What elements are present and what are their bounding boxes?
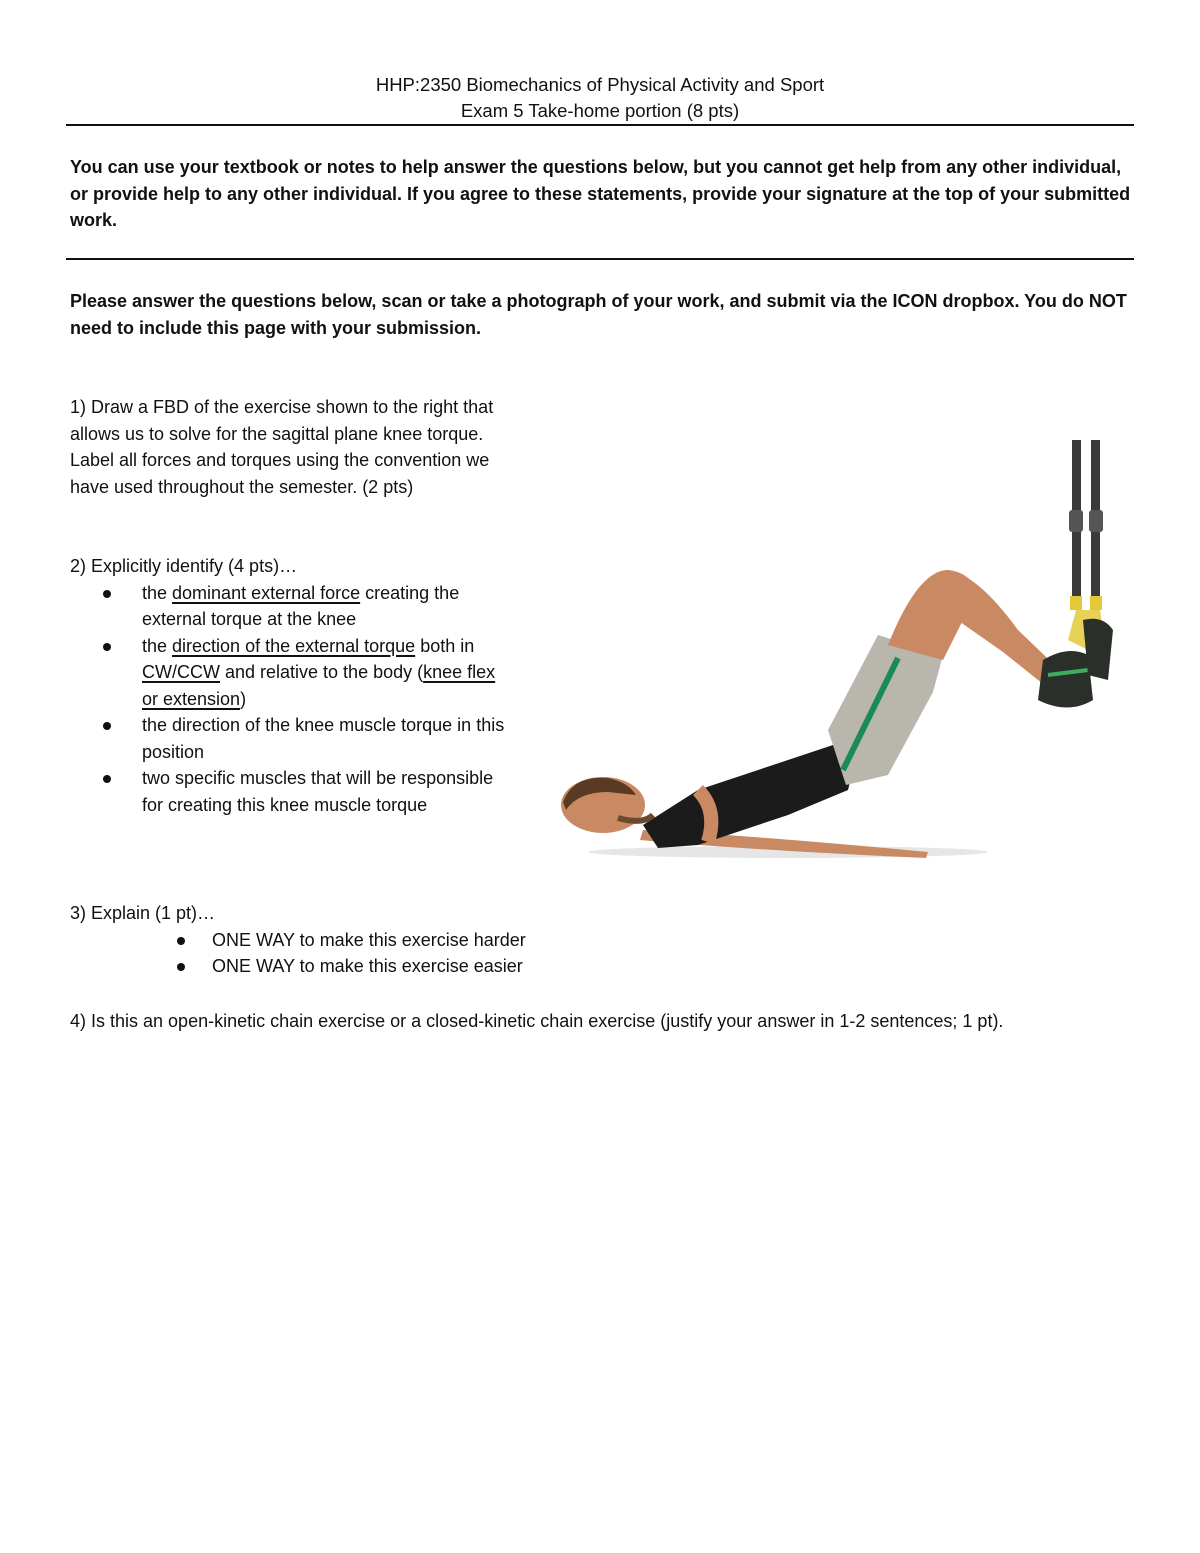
bullet-icon (103, 722, 111, 730)
underlined-term: CW/CCW (142, 662, 220, 682)
question-3 (70, 900, 770, 980)
underlined-term: dominant external force (172, 582, 361, 603)
course-title: HHP:2350 Biomechanics of Physical Activity and Sport (375, 74, 825, 95)
underlined-term: knee flex or extension (142, 662, 496, 709)
list-item: ONE WAY to make this exercise easier (70, 953, 770, 980)
question-2 (70, 553, 510, 818)
page-header (66, 72, 1134, 124)
list-item: the dominant external force creating the external torque at the knee (70, 580, 510, 633)
strap-buckle (1090, 596, 1102, 610)
question-1 (70, 394, 500, 500)
question-4: 4) Is this an open-kinetic chain exercise or a closed-kinetic chain exercise (justify your answer in 1-2 sentences; 1 pt). (70, 1011, 1004, 1031)
underlined-term: direction of the external torque (172, 635, 416, 656)
section-divider (66, 258, 1134, 260)
bullet-icon (177, 963, 185, 971)
exercise-photo (548, 430, 1148, 870)
list-item: the direction of the knee muscle torque in this position (70, 712, 510, 765)
strap-clip (1069, 510, 1083, 532)
bullet-icon (103, 643, 111, 651)
submission-instructions: Please answer the questions below, scan or take a photograph of your work, and submit via the ICON dropbox. You do NOT need to include this page with your submission. (70, 291, 1127, 338)
bullet-icon (103, 590, 111, 598)
honor-statement: You can use your textbook or notes to help answer the questions below, but you cannot get help from any other individual, or provide help to any other individual. If you agree to these statements, provide your signature at the top of your submitted work. (70, 157, 1131, 230)
exam-title: Exam 5 Take-home portion (8 pts) (460, 100, 740, 121)
list-item: ONE WAY to make this exercise harder (70, 927, 770, 954)
list-item: two specific muscles that will be responsible for creating this knee muscle torque (70, 765, 510, 818)
shoe-upper (1038, 651, 1093, 708)
list-item: the direction of the external torque both in CW/CCW and relative to the body (knee flex or extension) (70, 633, 510, 713)
header-divider (66, 124, 1134, 126)
question-3-list (70, 927, 770, 980)
strap-clip (1089, 510, 1103, 532)
question-3-intro: 3) Explain (1 pt)… (70, 903, 216, 923)
bullet-icon (177, 937, 185, 945)
strap-buckle (1070, 596, 1082, 610)
question-2-intro: 2) Explicitly identify (4 pts)… (70, 556, 298, 576)
question-1-text: 1) Draw a FBD of the exercise shown to the right that allows us to solve for the sagittal plane knee torque. Label all forces and torques using the convention we have used throughout the semester. (2 pts) (70, 397, 494, 497)
shirt (643, 740, 858, 848)
bullet-icon (103, 775, 111, 783)
question-2-list (70, 580, 510, 819)
